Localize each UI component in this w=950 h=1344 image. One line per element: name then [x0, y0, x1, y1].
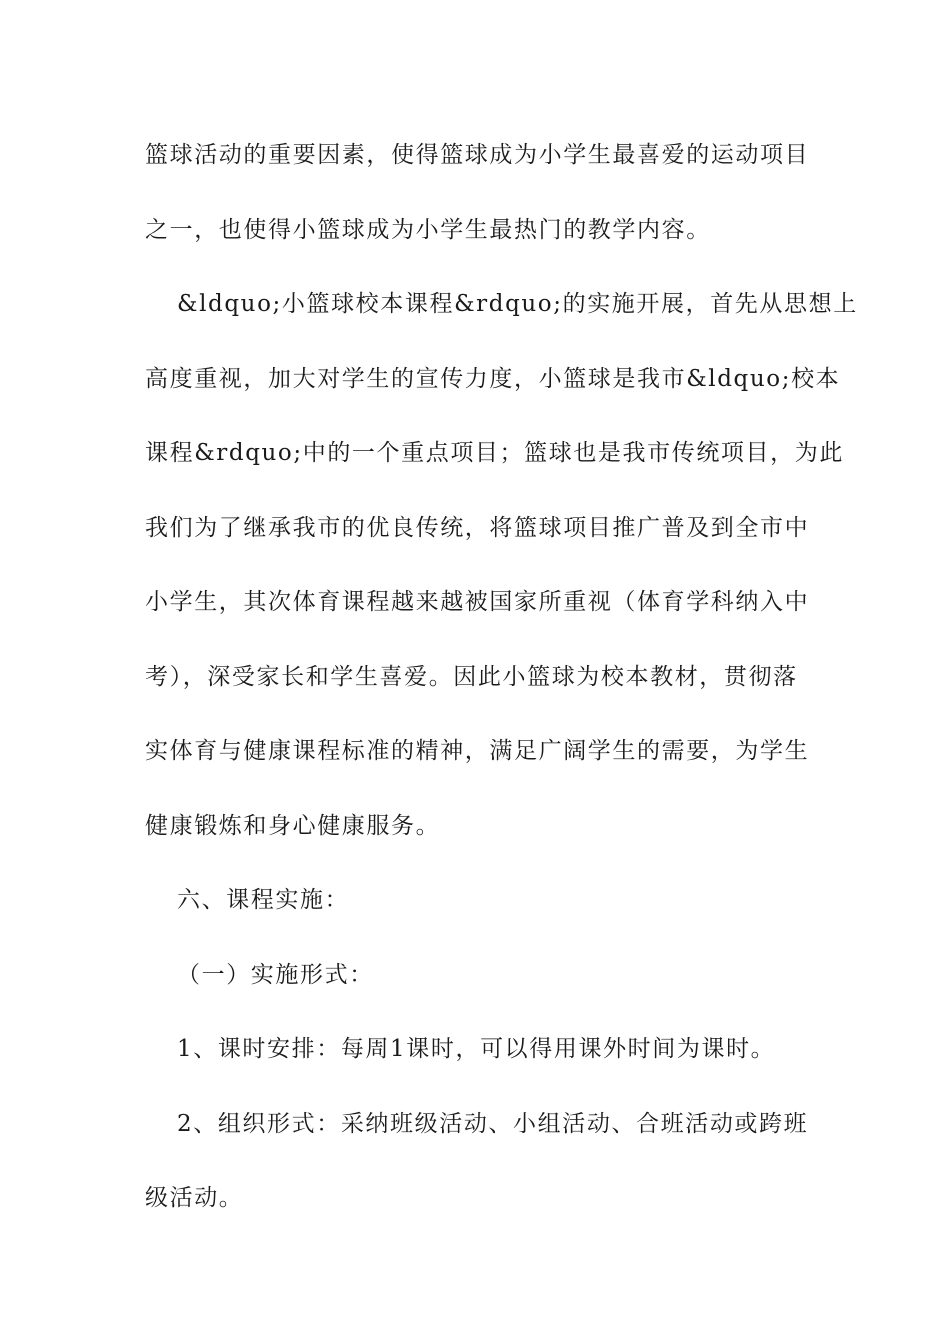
text-line-4: 高度重视，加大对学生的宣传力度，小篮球是我市&ldquo;校本: [145, 366, 841, 392]
text-line-1: 篮球活动的重要因素，使得篮球成为小学生最喜爱的运动项目: [145, 142, 810, 168]
text-line-10: 健康锻炼和身心健康服务。: [145, 813, 441, 839]
text-line-2: 之一，也使得小篮球成为小学生最热门的教学内容。: [145, 217, 711, 243]
text-line-9: 实体育与健康课程标准的精神，满足广阔学生的需要，为学生: [145, 738, 810, 764]
text-line-3: &ldquo;小篮球校本课程&rdquo;的实施开展，首先从思想上: [177, 291, 858, 317]
text-line-8: 考），深受家长和学生喜爱。因此小篮球为校本教材，贯彻落: [145, 664, 798, 690]
text-line-5: 课程&rdquo;中的一个重点项目；篮球也是我市传统项目，为此: [145, 440, 844, 466]
text-line-6: 我们为了继承我市的优良传统，将篮球项目推广普及到全市中: [145, 515, 810, 541]
list-item-2-continuation: 级活动。: [145, 1185, 244, 1211]
section-heading: 六、课程实施：: [177, 887, 350, 913]
list-item-2: 2、组织形式：采纳班级活动、小组活动、合班活动或跨班: [177, 1111, 809, 1137]
subsection-heading: （一）实施形式：: [177, 962, 374, 988]
list-item-1: 1、课时安排：每周1课时，可以得用课外时间为课时。: [177, 1036, 776, 1062]
text-line-7: 小学生，其次体育课程越来越被国家所重视（体育学科纳入中: [145, 589, 810, 615]
